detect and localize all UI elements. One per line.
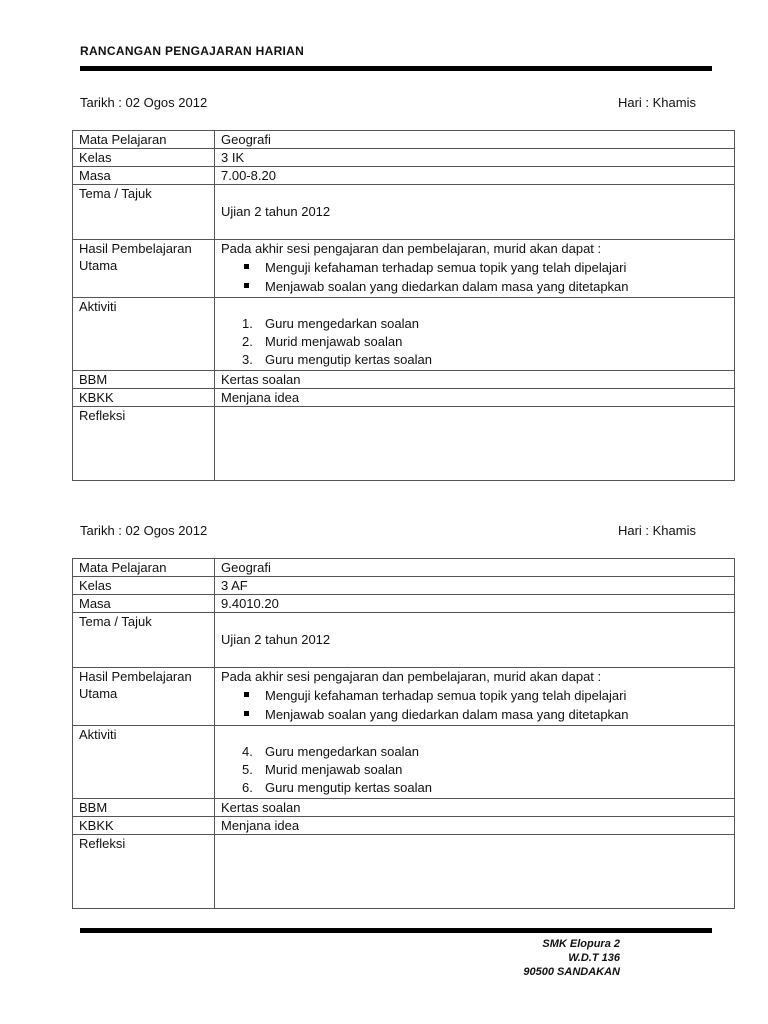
table-row [73, 835, 735, 909]
hari-label: Hari : Khamis [617, 523, 696, 538]
tarikh-label: Tarikh : 02 Ogos 2012 [80, 523, 208, 538]
square-bullet-icon [244, 711, 249, 716]
hasil-item-text: Menguji kefahaman terhadap semua topik yang telah dipelajari [265, 688, 627, 703]
table-row [73, 185, 735, 240]
table-row [73, 167, 735, 185]
list-item [221, 743, 734, 761]
kelas-value: 3 IK [215, 149, 735, 167]
masa-label: Masa [73, 167, 215, 185]
table-row [73, 407, 735, 481]
list-item [221, 761, 734, 779]
bbm-label: BBM [73, 371, 215, 389]
aktiviti-label: Aktiviti [73, 298, 215, 371]
tema-value: Ujian 2 tahun 2012 [221, 204, 331, 219]
tema-value: Ujian 2 tahun 2012 [221, 632, 331, 647]
kbkk-label: KBKK [73, 389, 215, 407]
aktiviti-text: Guru mengutip kertas soalan [265, 352, 432, 367]
aktiviti-text: Guru mengutip kertas soalan [265, 780, 432, 795]
refleksi-value [215, 835, 735, 909]
hasil-cell [215, 240, 735, 298]
kbkk-value: Menjana idea [215, 389, 735, 407]
aktiviti-number: 5. [242, 762, 253, 777]
hasil-cell [215, 668, 735, 726]
kbkk-value: Menjana idea [215, 817, 735, 835]
table-row [73, 240, 735, 298]
table-row [73, 298, 735, 371]
aktiviti-text: Murid menjawab soalan [265, 334, 403, 349]
masa-label: Masa [73, 595, 215, 613]
aktiviti-cell [215, 298, 735, 371]
aktiviti-number: 6. [242, 780, 253, 795]
table-row [73, 559, 735, 577]
tema-cell [215, 613, 735, 668]
table-row [73, 577, 735, 595]
hasil-item-text: Menguji kefahaman terhadap semua topik yang telah dipelajari [265, 260, 627, 275]
kelas-value: 3 AF [215, 577, 735, 595]
list-item [221, 315, 734, 333]
list-item [221, 686, 734, 705]
aktiviti-number: 1. [242, 316, 253, 331]
hasil-label-line1: Hasil Pembelajaran [79, 669, 192, 684]
hasil-label-line2: Utama [79, 686, 118, 701]
tarikh-label: Tarikh : 02 Ogos 2012 [80, 95, 208, 110]
list-item [221, 277, 734, 296]
lesson-plan-table [72, 558, 735, 909]
table-row [73, 131, 735, 149]
table-row [73, 613, 735, 668]
list-item [221, 779, 734, 797]
hasil-label [73, 240, 215, 298]
bbm-label: BBM [73, 799, 215, 817]
footer-line3: 90500 SANDAKAN [523, 966, 620, 978]
table-row [73, 595, 735, 613]
hasil-item-text: Menjawab soalan yang diedarkan dalam masa yang ditetapkan [265, 279, 629, 294]
hasil-list [221, 686, 734, 724]
footer-line1: SMK Elopura 2 [542, 938, 620, 950]
mata-pelajaran-value: Geografi [215, 559, 735, 577]
aktiviti-text: Guru mengedarkan soalan [265, 744, 419, 759]
refleksi-label: Refleksi [73, 407, 215, 481]
kelas-label: Kelas [73, 149, 215, 167]
square-bullet-icon [244, 692, 249, 697]
table-row [73, 817, 735, 835]
hasil-intro: Pada akhir sesi pengajaran dan pembelajaran, murid akan dapat : [221, 241, 602, 256]
aktiviti-text: Guru mengedarkan soalan [265, 316, 419, 331]
mata-pelajaran-label: Mata Pelajaran [73, 131, 215, 149]
bbm-value: Kertas soalan [215, 371, 735, 389]
mata-pelajaran-label: Mata Pelajaran [73, 559, 215, 577]
aktiviti-list [221, 743, 734, 797]
bbm-value: Kertas soalan [215, 799, 735, 817]
list-item [221, 351, 734, 369]
hasil-label-line2: Utama [79, 258, 118, 273]
hasil-label [73, 668, 215, 726]
masa-value: 9.4010.20 [215, 595, 735, 613]
refleksi-label: Refleksi [73, 835, 215, 909]
aktiviti-number: 3. [242, 352, 253, 367]
masa-value: 7.00-8.20 [215, 167, 735, 185]
aktiviti-number: 2. [242, 334, 253, 349]
table-row [73, 149, 735, 167]
aktiviti-list [221, 315, 734, 369]
tema-label: Tema / Tajuk [73, 613, 215, 668]
kbkk-label: KBKK [73, 817, 215, 835]
aktiviti-label: Aktiviti [73, 726, 215, 799]
tema-label: Tema / Tajuk [73, 185, 215, 240]
table-row [73, 389, 735, 407]
refleksi-value [215, 407, 735, 481]
hasil-list [221, 258, 734, 296]
table-row [73, 668, 735, 726]
square-bullet-icon [244, 283, 249, 288]
page-title: RANCANGAN PENGAJARAN HARIAN [80, 44, 305, 58]
table-row [73, 726, 735, 799]
kelas-label: Kelas [73, 577, 215, 595]
hasil-item-text: Menjawab soalan yang diedarkan dalam masa yang ditetapkan [265, 707, 629, 722]
hari-label: Hari : Khamis [617, 95, 696, 110]
square-bullet-icon [244, 264, 249, 269]
list-item [221, 705, 734, 724]
list-item [221, 333, 734, 351]
mata-pelajaran-value: Geografi [215, 131, 735, 149]
header-rule [80, 66, 712, 71]
table-row [73, 371, 735, 389]
lesson-plan-table [72, 130, 735, 481]
aktiviti-number: 4. [242, 744, 253, 759]
footer-line2: W.D.T 136 [568, 952, 620, 964]
list-item [221, 258, 734, 277]
aktiviti-cell [215, 726, 735, 799]
tema-cell [215, 185, 735, 240]
hasil-label-line1: Hasil Pembelajaran [79, 241, 192, 256]
hasil-intro: Pada akhir sesi pengajaran dan pembelajaran, murid akan dapat : [221, 669, 602, 684]
footer-rule [80, 928, 712, 933]
school-address [523, 937, 620, 979]
table-row [73, 799, 735, 817]
aktiviti-text: Murid menjawab soalan [265, 762, 403, 777]
